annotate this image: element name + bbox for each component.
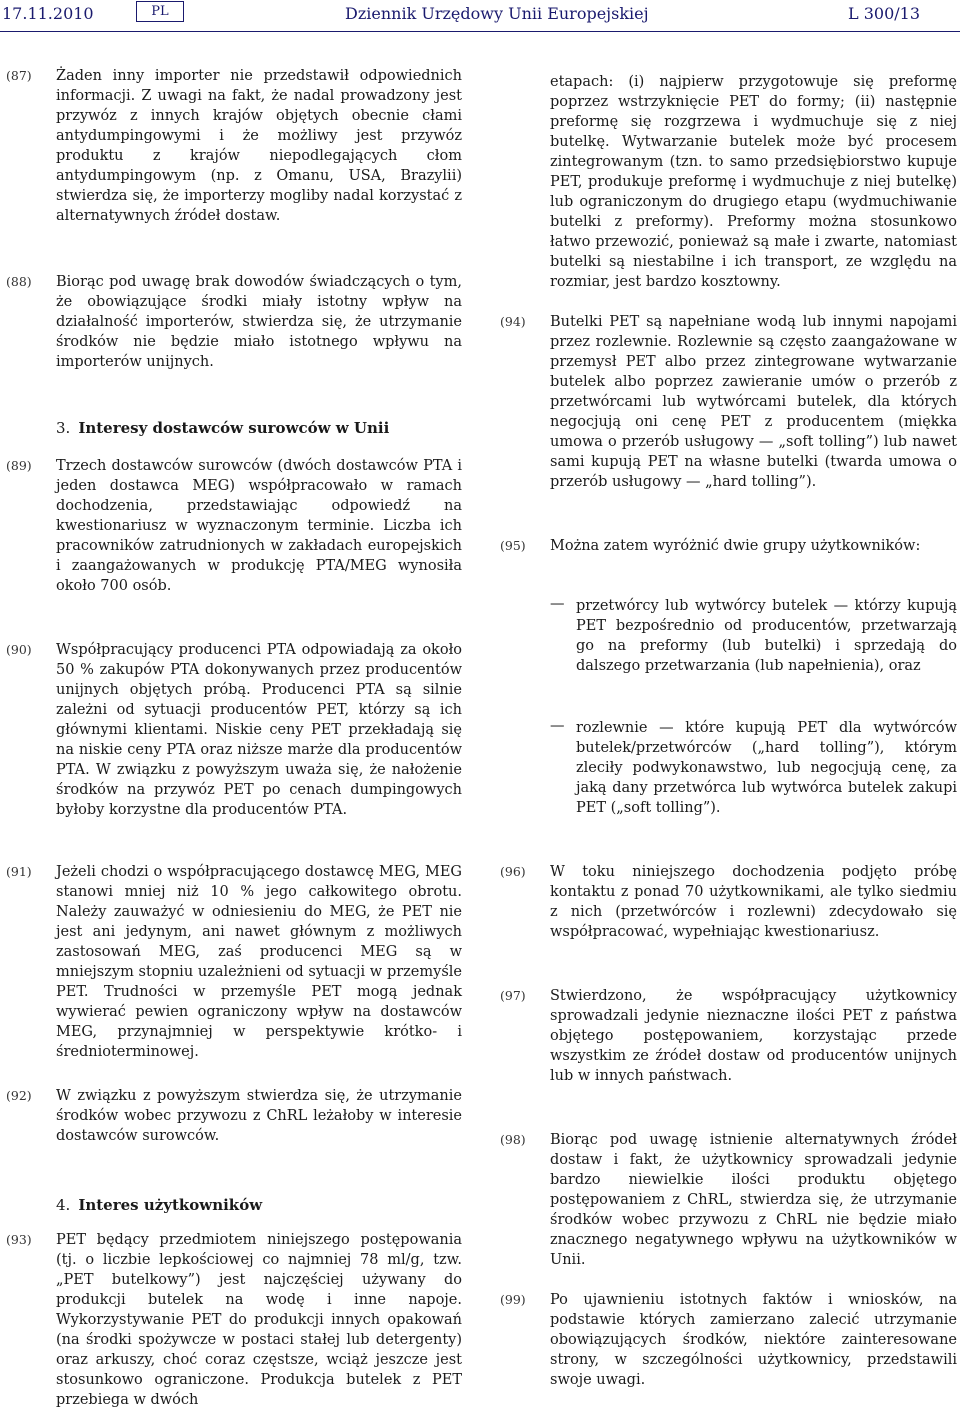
paragraph-number: (94) xyxy=(500,314,526,329)
section-number: 3. xyxy=(56,419,71,437)
section-heading-3 xyxy=(56,419,389,437)
dash-marker: — xyxy=(550,596,565,612)
paragraph-number: (92) xyxy=(6,1088,32,1103)
paragraph-text: Po ujawnieniu istotnych faktów i wniosków, na podstawie których zamierzano zalecić utrzymanie obowiązujących środków, niektóre zainteresowane strony, w szczególności użytkownicy, przedstawili swoje uwagi. xyxy=(550,1292,957,1388)
publication-date: 17.11.2010 xyxy=(2,4,94,23)
paragraph-text: Butelki PET są napełniane wodą lub innymi napojami przez rozlewnie. Rozlewnie są często zaangażowane w przemysł PET albo przez zintegrowane wytwarzanie butelek albo poprzez zawieranie umów o przerób z przetwórcami lub wytwórcami butelek, dla których negocjują oni cenę PET z producentem (miękka umowa o przerób usługowy — „soft tolling”) lub nawet sami kupują PET na własne butelki (twarda umowa o przerób usługowy — „hard tolling”). xyxy=(550,314,957,490)
section-title: Interes użytkowników xyxy=(78,1196,263,1214)
section-heading-4 xyxy=(56,1196,262,1214)
paragraph-text: Biorąc pod uwagę istnienie alternatywnych źródeł dostaw i fakt, że użytkownicy sprowadzali jedynie bardzo niewielkie ilości produktu objętego postępowaniem z ChRL, stwierdza się, że utrzymanie środków wobec przywozu z ChRL nie będzie miało znacznego negatywnego wpływu na użytkowników w Unii. xyxy=(550,1132,957,1268)
paragraph-text: Stwierdzono, że współpracujący użytkownicy sprowadzali jedynie nieznaczne ilości PET z państwa objętego postępowaniem, korzystając przede wszystkim ze źródeł dostaw od producentów unijnych lub w innych państwach. xyxy=(550,988,957,1084)
paragraph-number: (90) xyxy=(6,642,32,657)
paragraph-number: (97) xyxy=(500,988,526,1003)
paragraph-number: (98) xyxy=(500,1132,526,1147)
header-rule xyxy=(0,31,960,32)
paragraph-text: Można zatem wyróżnić dwie grupy użytkowników: xyxy=(550,538,921,554)
paragraph-number: (99) xyxy=(500,1292,526,1307)
paragraph-text: etapach: (i) najpierw przygotowuje się preformę poprzez wstrzyknięcie PET do formy; (ii) następnie preformę się rozgrzewa i wydmuchuje się z niej butelkę. Wytwarzanie butelek może być procesem zintegrowanym (tzn. to samo przedsiębiorstwo kupuje PET, produkuje preformę i wydmuchuje z niej butelkę) lub ograniczonym do drugiego etapu (wydmuchiwanie butelki z preformy). Preformy można stosunkowo łatwo przewozić, ponieważ są małe i zwarte, natomiast butelki są niestabilne i ich transport, ze względu na rozmiar, jest bardzo kosztowny. xyxy=(550,74,957,290)
language-badge: PL xyxy=(136,1,184,22)
journal-title: Dziennik Urzędowy Unii Europejskiej xyxy=(345,4,649,23)
paragraph-text: Współpracujący producenci PTA odpowiadają za około 50 % zakupów PTA dokonywanych przez producentów unijnych objętych próbą. Producenci PTA są silnie zależni od sytuacji producentów PET, którzy są ich głównymi klientami. Niskie ceny PET przekładają się na niskie ceny PTA oraz niższe marże dla producentów PTA. W związku z powyższym uważa się, że nałożenie środków na przywóz PET po cenach dumpingowych byłoby korzystne dla producentów PTA. xyxy=(56,642,462,818)
paragraph-text: Biorąc pod uwagę brak dowodów świadczących o tym, że obowiązujące środki miały istotny wpływ na działalność importerów, stwierdza się, że utrzymanie środków nie będzie miało istotnego wpływu na importerów unijnych. xyxy=(56,274,462,370)
list-item-text: rozlewnie — które kupują PET dla wytwórców butelek/przetwórców („hard tolling”), którym zleciły podwykonawstwo, lub negocjują cenę, za jaką dany przetwórca lub wytwórca butelek zakupi PET („soft tolling”). xyxy=(576,720,957,816)
paragraph-number: (89) xyxy=(6,458,32,473)
paragraph-number: (88) xyxy=(6,274,32,289)
section-title: Interesy dostawców surowców w Unii xyxy=(78,419,390,437)
section-number: 4. xyxy=(56,1196,71,1214)
paragraph-number: (95) xyxy=(500,538,526,553)
paragraph-text: Trzech dostawców surowców (dwóch dostawców PTA i jeden dostawca MEG) współpracowało w ramach dochodzenia, przedstawiając odpowiedź na kwestionariusz w wyznaczonym terminie. Liczba ich pracowników zatrudnionych w zakładach europejskich i zaangażowanych w produkcję PTA/MEG wynosiła około 700 osób. xyxy=(56,458,462,594)
paragraph-text: W związku z powyższym stwierdza się, że utrzymanie środków wobec przywozu z ChRL leżałoby w interesie dostawców surowców. xyxy=(56,1088,462,1144)
list-item-text: przetwórcy lub wytwórcy butelek — którzy kupują PET bezpośrednio od producentów, przetwarzają go na preformy (lub butelki) i sprzedają do dalszego przetwarzania (lub napełnienia), oraz xyxy=(576,598,957,674)
paragraph-text: PET będący przedmiotem niniejszego postępowania (tj. o liczbie lepkościowej co najmniej 78 ml/g, tzw. „PET butelkowy”) jest najczęściej używany do produkcji butelek na wodę i inne napoje. Wykorzystywanie PET do produkcji innych opakowań (na środki spożywcze w postaci stałej lub detergenty) oraz arkuszy, choć coraz częstsze, wciąż jeszcze jest stosunkowo ograniczone. Produkcja butelek z PET przebiega w dwóch xyxy=(56,1232,462,1408)
paragraph-text: W toku niniejszego dochodzenia podjęto próbę kontaktu z ponad 70 użytkownikami, ale tylko siedmiu z nich (przetwórców i rozlewni) zdecydowało się współpracować, wypełniając kwestionariusz. xyxy=(550,864,957,940)
page-header xyxy=(0,0,960,32)
paragraph-text: Jeżeli chodzi o współpracującego dostawcę MEG, MEG stanowi mniej niż 10 % jego całkowitego obrotu. Należy zauważyć w odniesieniu do MEG, że PET nie jest ani jedynym, ani nawet głównym z możliwych zastosowań MEG, zaś producenci MEG są w mniejszym stopniu uzależnieni od sytuacji w przemyśle PET. Trudności w przemyśle PET mogą jednak wywierać pewien ograniczony wpływ na dostawców MEG, przynajmniej w perspektywie krótko- i średnioterminowej. xyxy=(56,864,462,1060)
paragraph-number: (87) xyxy=(6,68,32,83)
page-reference: L 300/13 xyxy=(848,4,920,23)
paragraph-text: Żaden inny importer nie przedstawił odpowiednich informacji. Z uwagi na fakt, że nadal prowadzony jest przywóz z innych krajów objętych obecnie cłami antydumpingowymi i że możliwy jest przywóz produktu z krajów niepodlegających cłom antydumpingowym (np. z Omanu, USA, Brazylii) stwierdza się, że importerzy mogliby nadal korzystać z alternatywnych źródeł dostaw. xyxy=(56,68,462,224)
dash-marker: — xyxy=(550,718,565,734)
paragraph-number: (93) xyxy=(6,1232,32,1247)
paragraph-number: (91) xyxy=(6,864,32,879)
paragraph-number: (96) xyxy=(500,864,526,879)
